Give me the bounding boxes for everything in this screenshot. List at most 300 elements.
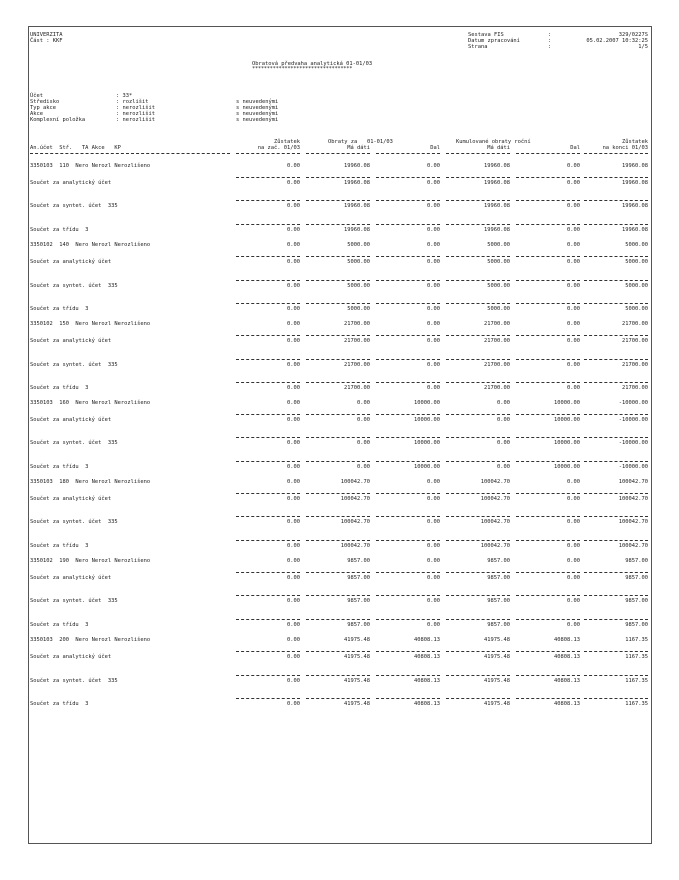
- sum-rule: [446, 595, 510, 596]
- cell-turnover-debit: 5000.00: [347, 306, 370, 312]
- filter-note: s neuvedenými: [236, 117, 279, 123]
- row-account-label: 3350103 200 Nero Nerozl Nerozlišeno: [30, 637, 151, 643]
- sum-rule: [236, 675, 300, 676]
- cell-turnover-credit: 0.00: [427, 163, 440, 169]
- cell-turnover-credit: 0.00: [427, 575, 440, 581]
- col-balance-start-1: Zůstatek: [274, 139, 300, 145]
- row-account-label: 3350102 190 Nero Nerozl Nerozlišeno: [30, 558, 151, 564]
- sum-rule: [446, 675, 510, 676]
- cell-balance-end: 5000.00: [625, 283, 648, 289]
- row-sum-label: Součet za analytický účet: [30, 259, 112, 265]
- sum-rule: [516, 224, 580, 225]
- cell-balance-end: 9857.00: [625, 575, 648, 581]
- cell-turnover-debit: 21700.00: [344, 362, 370, 368]
- report-value: 329/0227S: [618, 32, 648, 38]
- cell-turnover-debit: 100042.70: [340, 496, 370, 502]
- sum-rule: [446, 516, 510, 517]
- sum-rule: [376, 256, 440, 257]
- sum-rule: [306, 461, 370, 462]
- sum-rule: [306, 651, 370, 652]
- cell-balance-start: 0.00: [287, 575, 300, 581]
- filter-label: Komplexní položka: [30, 117, 86, 123]
- cell-balance-start: 0.00: [287, 637, 300, 643]
- sum-rule: [306, 516, 370, 517]
- row-sum-label: Součet za syntet. účet 335: [30, 598, 118, 604]
- sum-rule: [516, 414, 580, 415]
- cell-balance-end: 19960.08: [622, 163, 648, 169]
- cell-balance-end: 1167.35: [625, 701, 648, 707]
- sum-rule: [376, 651, 440, 652]
- cell-turnover-debit: 9857.00: [347, 598, 370, 604]
- sum-rule: [306, 619, 370, 620]
- sum-rule: [446, 698, 510, 699]
- cell-balance-start: 0.00: [287, 203, 300, 209]
- col-turnover-header: Obraty za 01-01/03: [328, 139, 393, 145]
- sum-rule: [446, 303, 510, 304]
- cell-cumulative-credit: 0.00: [567, 362, 580, 368]
- row-sum-label: Součet za syntet. účet 335: [30, 283, 118, 289]
- row-sum-label: Součet za třídu 3: [30, 464, 89, 470]
- sum-rule: [584, 280, 648, 281]
- cell-balance-start: 0.00: [287, 338, 300, 344]
- header-rule-c1: [236, 153, 300, 154]
- filter-label: Akce: [30, 111, 43, 117]
- sum-rule: [516, 516, 580, 517]
- cell-balance-start: 0.00: [287, 598, 300, 604]
- row-sum-label: Součet za syntet. účet 335: [30, 519, 118, 525]
- sum-rule: [446, 461, 510, 462]
- cell-cumulative-debit: 100042.70: [480, 479, 510, 485]
- sum-rule: [516, 572, 580, 573]
- report-colon: :: [548, 32, 552, 38]
- cell-balance-start: 0.00: [287, 306, 300, 312]
- cell-balance-end: 5000.00: [625, 306, 648, 312]
- sum-rule: [236, 461, 300, 462]
- cell-balance-start: 0.00: [287, 496, 300, 502]
- filter-label: Účet: [30, 93, 43, 99]
- sum-rule: [376, 516, 440, 517]
- sum-rule: [516, 437, 580, 438]
- cell-cumulative-debit: 5000.00: [487, 242, 510, 248]
- cell-turnover-debit: 100042.70: [340, 479, 370, 485]
- sum-rule: [516, 359, 580, 360]
- cell-turnover-debit: 100042.70: [340, 519, 370, 525]
- cell-balance-end: 9857.00: [625, 558, 648, 564]
- cell-cumulative-credit: 0.00: [567, 543, 580, 549]
- sum-rule: [446, 382, 510, 383]
- row-account-label: 3350103 160 Nero Nerozl Nerozlišeno: [30, 400, 151, 406]
- sum-rule: [584, 177, 648, 178]
- cell-turnover-debit: 0.00: [357, 440, 370, 446]
- col-cumulative-debit: Má dáti: [487, 145, 510, 151]
- cell-cumulative-debit: 19960.08: [484, 163, 510, 169]
- sum-rule: [306, 540, 370, 541]
- sum-rule: [306, 382, 370, 383]
- sum-rule: [446, 651, 510, 652]
- cell-turnover-credit: 0.00: [427, 338, 440, 344]
- sum-rule: [236, 359, 300, 360]
- filter-value: : nerozlišit: [116, 111, 155, 117]
- cell-turnover-credit: 40808.13: [414, 654, 440, 660]
- cell-balance-start: 0.00: [287, 242, 300, 248]
- cell-cumulative-credit: 0.00: [567, 558, 580, 564]
- sum-rule: [516, 335, 580, 336]
- sum-rule: [306, 675, 370, 676]
- cell-balance-start: 0.00: [287, 622, 300, 628]
- sum-rule: [236, 256, 300, 257]
- cell-turnover-credit: 0.00: [427, 242, 440, 248]
- sum-rule: [516, 256, 580, 257]
- sum-rule: [376, 595, 440, 596]
- cell-balance-end: 19960.08: [622, 180, 648, 186]
- col-turnover-debit: Má dáti: [347, 145, 370, 151]
- sum-rule: [376, 177, 440, 178]
- sum-rule: [236, 200, 300, 201]
- report-title-underline: **********************************: [252, 66, 353, 72]
- sum-rule: [236, 619, 300, 620]
- cell-cumulative-credit: 0.00: [567, 622, 580, 628]
- cell-balance-end: 100042.70: [618, 519, 648, 525]
- sum-rule: [584, 675, 648, 676]
- sum-rule: [584, 382, 648, 383]
- cell-balance-start: 0.00: [287, 479, 300, 485]
- cell-turnover-debit: 19960.08: [344, 180, 370, 186]
- sum-rule: [376, 303, 440, 304]
- sum-rule: [516, 177, 580, 178]
- sum-rule: [516, 619, 580, 620]
- col-left-header: An.účet Stř. TA Akce KP: [30, 145, 121, 151]
- cell-balance-start: 0.00: [287, 558, 300, 564]
- cell-cumulative-credit: 0.00: [567, 385, 580, 391]
- cell-balance-start: 0.00: [287, 678, 300, 684]
- cell-balance-start: 0.00: [287, 464, 300, 470]
- cell-turnover-debit: 21700.00: [344, 321, 370, 327]
- sum-rule: [584, 335, 648, 336]
- sum-rule: [306, 437, 370, 438]
- org-part: Část : KKF: [30, 38, 63, 44]
- row-sum-label: Součet za třídu 3: [30, 306, 89, 312]
- cell-turnover-credit: 0.00: [427, 496, 440, 502]
- row-sum-label: Součet za analytický účet: [30, 180, 112, 186]
- sum-rule: [306, 200, 370, 201]
- cell-cumulative-credit: 0.00: [567, 259, 580, 265]
- sum-rule: [306, 698, 370, 699]
- sum-rule: [446, 177, 510, 178]
- cell-turnover-credit: 0.00: [427, 306, 440, 312]
- sum-rule: [446, 359, 510, 360]
- cell-turnover-credit: 0.00: [427, 321, 440, 327]
- sum-rule: [376, 335, 440, 336]
- sum-rule: [584, 461, 648, 462]
- sum-rule: [446, 572, 510, 573]
- sum-rule: [584, 516, 648, 517]
- cell-cumulative-credit: 0.00: [567, 283, 580, 289]
- date-colon: :: [548, 38, 552, 44]
- row-sum-label: Součet za třídu 3: [30, 385, 89, 391]
- cell-cumulative-debit: 41975.48: [484, 678, 510, 684]
- cell-cumulative-debit: 21700.00: [484, 338, 510, 344]
- sum-rule: [236, 437, 300, 438]
- cell-turnover-credit: 0.00: [427, 479, 440, 485]
- sum-rule: [446, 280, 510, 281]
- sum-rule: [446, 224, 510, 225]
- cell-balance-end: 21700.00: [622, 362, 648, 368]
- sum-rule: [376, 540, 440, 541]
- sum-rule: [516, 651, 580, 652]
- sum-rule: [376, 461, 440, 462]
- sum-rule: [584, 303, 648, 304]
- cell-cumulative-debit: 9857.00: [487, 622, 510, 628]
- cell-balance-start: 0.00: [287, 259, 300, 265]
- sum-rule: [306, 335, 370, 336]
- cell-cumulative-credit: 10000.00: [554, 464, 580, 470]
- filter-note: s neuvedenými: [236, 111, 279, 117]
- cell-cumulative-credit: 0.00: [567, 163, 580, 169]
- cell-cumulative-debit: 41975.48: [484, 637, 510, 643]
- sum-rule: [584, 540, 648, 541]
- org-name: UNIVERZITA: [30, 32, 63, 38]
- cell-cumulative-debit: 21700.00: [484, 321, 510, 327]
- cell-balance-start: 0.00: [287, 543, 300, 549]
- row-sum-label: Součet za třídu 3: [30, 622, 89, 628]
- cell-turnover-credit: 10000.00: [414, 464, 440, 470]
- sum-rule: [236, 414, 300, 415]
- cell-cumulative-debit: 21700.00: [484, 385, 510, 391]
- cell-turnover-debit: 9857.00: [347, 622, 370, 628]
- sum-rule: [236, 493, 300, 494]
- sum-rule: [516, 540, 580, 541]
- page-value: 1/5: [638, 44, 648, 50]
- col-balance-end-2: na konci 01/03: [602, 145, 648, 151]
- cell-balance-end: -10000.00: [618, 464, 648, 470]
- cell-balance-end: 21700.00: [622, 385, 648, 391]
- cell-balance-start: 0.00: [287, 227, 300, 233]
- cell-turnover-debit: 19960.08: [344, 163, 370, 169]
- cell-balance-start: 0.00: [287, 400, 300, 406]
- sum-rule: [446, 200, 510, 201]
- cell-balance-end: 1167.35: [625, 637, 648, 643]
- sum-rule: [306, 493, 370, 494]
- sum-rule: [236, 303, 300, 304]
- cell-turnover-debit: 21700.00: [344, 338, 370, 344]
- col-balance-start-2: na zač. 01/03: [257, 145, 300, 151]
- page-label: Strana: [468, 44, 488, 50]
- cell-cumulative-debit: 5000.00: [487, 306, 510, 312]
- row-sum-label: Součet za analytický účet: [30, 496, 112, 502]
- cell-cumulative-debit: 21700.00: [484, 362, 510, 368]
- sum-rule: [584, 256, 648, 257]
- sum-rule: [446, 414, 510, 415]
- sum-rule: [306, 224, 370, 225]
- cell-balance-start: 0.00: [287, 385, 300, 391]
- row-account-label: 3350102 140 Nero Nerozl Nerozlišeno: [30, 242, 151, 248]
- row-sum-label: Součet za analytický účet: [30, 654, 112, 660]
- sum-rule: [376, 572, 440, 573]
- cell-turnover-debit: 19960.08: [344, 203, 370, 209]
- filter-value: : nerozlišit: [116, 105, 155, 111]
- cell-turnover-credit: 0.00: [427, 519, 440, 525]
- cell-balance-end: 21700.00: [622, 338, 648, 344]
- sum-rule: [516, 200, 580, 201]
- sum-rule: [376, 675, 440, 676]
- cell-balance-start: 0.00: [287, 440, 300, 446]
- cell-balance-start: 0.00: [287, 362, 300, 368]
- sum-rule: [584, 698, 648, 699]
- cell-balance-start: 0.00: [287, 163, 300, 169]
- sum-rule: [306, 414, 370, 415]
- filter-value: : rozlišit: [116, 99, 149, 105]
- sum-rule: [236, 335, 300, 336]
- cell-cumulative-credit: 0.00: [567, 180, 580, 186]
- row-sum-label: Součet za třídu 3: [30, 227, 89, 233]
- cell-cumulative-debit: 19960.08: [484, 180, 510, 186]
- cell-turnover-credit: 0.00: [427, 283, 440, 289]
- cell-turnover-credit: 0.00: [427, 227, 440, 233]
- cell-turnover-debit: 19960.08: [344, 227, 370, 233]
- cell-cumulative-credit: 0.00: [567, 242, 580, 248]
- cell-cumulative-debit: 9857.00: [487, 575, 510, 581]
- cell-cumulative-credit: 0.00: [567, 227, 580, 233]
- cell-cumulative-debit: 9857.00: [487, 598, 510, 604]
- filter-label: Typ akce: [30, 105, 56, 111]
- sum-rule: [376, 414, 440, 415]
- sum-rule: [584, 414, 648, 415]
- cell-cumulative-debit: 9857.00: [487, 558, 510, 564]
- sum-rule: [584, 595, 648, 596]
- filter-value: : 33*: [116, 93, 133, 99]
- sum-rule: [306, 572, 370, 573]
- report-title: Obratová předvaha analytická 01-01/03: [252, 61, 373, 67]
- sum-rule: [584, 619, 648, 620]
- cell-turnover-credit: 0.00: [427, 203, 440, 209]
- filter-label: Středisko: [30, 99, 60, 105]
- cell-cumulative-debit: 19960.08: [484, 227, 510, 233]
- cell-cumulative-debit: 100042.70: [480, 543, 510, 549]
- cell-balance-end: 1167.35: [625, 654, 648, 660]
- cell-cumulative-debit: 100042.70: [480, 496, 510, 502]
- cell-balance-end: 9857.00: [625, 598, 648, 604]
- cell-cumulative-debit: 19960.08: [484, 203, 510, 209]
- row-sum-label: Součet za syntet. účet 335: [30, 440, 118, 446]
- header-rule-left: [30, 153, 230, 154]
- cell-cumulative-debit: 0.00: [497, 464, 510, 470]
- sum-rule: [236, 224, 300, 225]
- sum-rule: [306, 280, 370, 281]
- page-colon: :: [548, 44, 552, 50]
- sum-rule: [584, 437, 648, 438]
- sum-rule: [306, 177, 370, 178]
- sum-rule: [236, 572, 300, 573]
- cell-turnover-debit: 0.00: [357, 400, 370, 406]
- cell-turnover-credit: 0.00: [427, 558, 440, 564]
- row-account-label: 3350102 150 Nero Nerozl Nerozlišeno: [30, 321, 151, 327]
- cell-turnover-credit: 0.00: [427, 543, 440, 549]
- cell-turnover-credit: 10000.00: [414, 417, 440, 423]
- cell-balance-end: -10000.00: [618, 400, 648, 406]
- sum-rule: [446, 256, 510, 257]
- header-rule-c6: [584, 153, 648, 154]
- cell-cumulative-debit: 0.00: [497, 417, 510, 423]
- sum-rule: [584, 651, 648, 652]
- cell-turnover-debit: 0.00: [357, 417, 370, 423]
- cell-balance-end: 100042.70: [618, 543, 648, 549]
- sum-rule: [306, 595, 370, 596]
- cell-cumulative-debit: 41975.48: [484, 701, 510, 707]
- row-sum-label: Součet za třídu 3: [30, 543, 89, 549]
- row-sum-label: Součet za třídu 3: [30, 701, 89, 707]
- filter-note: s neuvedenými: [236, 105, 279, 111]
- cell-cumulative-credit: 0.00: [567, 575, 580, 581]
- sum-rule: [516, 461, 580, 462]
- cell-balance-start: 0.00: [287, 701, 300, 707]
- cell-cumulative-credit: 40808.13: [554, 654, 580, 660]
- cell-cumulative-credit: 0.00: [567, 321, 580, 327]
- cell-balance-end: 100042.70: [618, 496, 648, 502]
- col-balance-end-1: Zůstatek: [622, 139, 648, 145]
- col-cumulative-header: Kumulované obraty roční: [456, 139, 531, 145]
- sum-rule: [516, 382, 580, 383]
- sum-rule: [236, 177, 300, 178]
- cell-turnover-credit: 0.00: [427, 598, 440, 604]
- sum-rule: [376, 200, 440, 201]
- sum-rule: [584, 493, 648, 494]
- cell-turnover-debit: 21700.00: [344, 385, 370, 391]
- cell-turnover-credit: 0.00: [427, 622, 440, 628]
- header-rule-c3: [376, 153, 440, 154]
- sum-rule: [236, 651, 300, 652]
- cell-cumulative-credit: 0.00: [567, 338, 580, 344]
- header-rule-c5: [516, 153, 580, 154]
- cell-balance-end: -10000.00: [618, 440, 648, 446]
- col-cumulative-credit: Dal: [570, 145, 580, 151]
- cell-turnover-debit: 5000.00: [347, 242, 370, 248]
- row-sum-label: Součet za analytický účet: [30, 338, 112, 344]
- sum-rule: [446, 437, 510, 438]
- cell-turnover-credit: 0.00: [427, 259, 440, 265]
- cell-balance-start: 0.00: [287, 321, 300, 327]
- row-sum-label: Součet za syntet. účet 335: [30, 203, 118, 209]
- sum-rule: [306, 303, 370, 304]
- cell-cumulative-credit: 10000.00: [554, 417, 580, 423]
- sum-rule: [584, 359, 648, 360]
- row-account-label: 3350103 110 Nero Nerozl Nerozlišeno: [30, 163, 151, 169]
- sum-rule: [306, 359, 370, 360]
- sum-rule: [446, 619, 510, 620]
- sum-rule: [376, 359, 440, 360]
- sum-rule: [516, 698, 580, 699]
- filter-value: : nerozlišit: [116, 117, 155, 123]
- cell-cumulative-credit: 0.00: [567, 598, 580, 604]
- cell-turnover-debit: 41975.48: [344, 701, 370, 707]
- cell-turnover-debit: 41975.48: [344, 678, 370, 684]
- cell-balance-start: 0.00: [287, 180, 300, 186]
- sum-rule: [516, 493, 580, 494]
- cell-balance-start: 0.00: [287, 283, 300, 289]
- cell-balance-end: 5000.00: [625, 259, 648, 265]
- cell-balance-end: -10000.00: [618, 417, 648, 423]
- cell-balance-end: 1167.35: [625, 678, 648, 684]
- sum-rule: [236, 280, 300, 281]
- cell-turnover-debit: 100042.70: [340, 543, 370, 549]
- filter-note: s neuvedenými: [236, 99, 279, 105]
- cell-cumulative-debit: 0.00: [497, 400, 510, 406]
- cell-turnover-credit: 0.00: [427, 385, 440, 391]
- sum-rule: [376, 280, 440, 281]
- cell-balance-end: 19960.08: [622, 227, 648, 233]
- date-label: Datum zpracování: [468, 38, 520, 44]
- cell-cumulative-credit: 0.00: [567, 479, 580, 485]
- cell-turnover-credit: 10000.00: [414, 400, 440, 406]
